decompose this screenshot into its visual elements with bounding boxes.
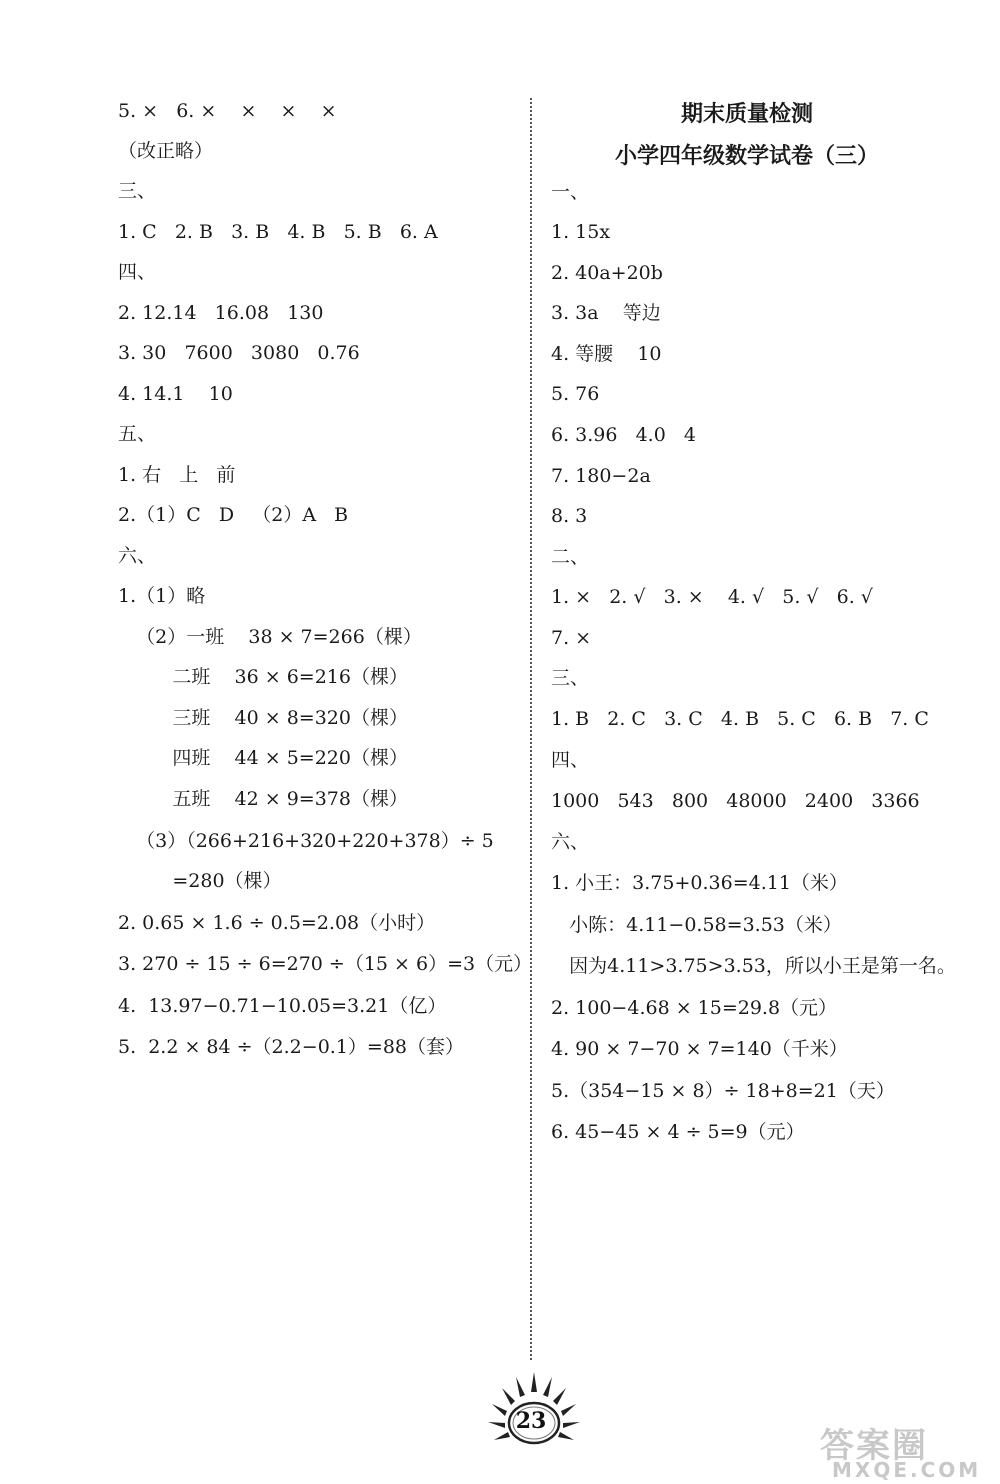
answer-line: 3. 270 ÷ 15 ÷ 6=270 ÷（15 × 6）=3（元） (118, 953, 533, 975)
page-title: 期末质量检测 (680, 102, 813, 127)
answer-line: 5. 76 (551, 383, 600, 405)
column-divider (530, 98, 532, 1360)
answer-line: 4. 等腰 10 (551, 343, 662, 365)
answer-line: 6. 3.96 4.0 4 (551, 424, 697, 446)
answer-line: 四班 44 × 5=220（棵） (118, 747, 408, 769)
section-heading: 五、 (118, 423, 157, 445)
answer-line: 5.（354−15 × 8）÷ 18+8=21（天） (551, 1080, 895, 1102)
watermark-logo (820, 1418, 992, 1480)
section-heading: 二、 (551, 546, 590, 568)
answer-line: =280（棵） (118, 870, 282, 892)
answer-line: 5. × 6. × × × × (118, 100, 337, 122)
answer-line: 2. 12.14 16.08 130 (118, 302, 324, 324)
answer-line: 二班 36 × 6=216（棵） (118, 666, 408, 688)
answer-line: 1000 543 800 48000 2400 3366 (551, 790, 920, 812)
answer-line: 因为4.11>3.75>3.53，所以小王是第一名。 (551, 955, 956, 977)
section-heading: 六、 (118, 545, 157, 567)
answer-line: （改正略） (118, 140, 214, 162)
answer-line: 8. 3 (551, 505, 588, 527)
answer-line: （3）（266+216+320+220+378）÷ 5 (118, 830, 494, 852)
answer-line: 2. 100−4.68 × 15=29.8（元） (551, 997, 838, 1019)
answer-line: 1. 右 上 前 (118, 464, 236, 486)
watermark-url: MXQE.COM (832, 1458, 982, 1482)
answer-line: （2）一班 38 × 7=266（棵） (118, 626, 422, 648)
answer-line: 7. 180−2a (551, 465, 651, 487)
section-heading: 三、 (118, 180, 157, 202)
section-heading: 六、 (551, 831, 590, 853)
answer-line: 三班 40 × 8=320（棵） (118, 707, 408, 729)
answer-line: 4. 14.1 10 (118, 383, 233, 405)
answer-line: 3. 3a 等边 (551, 302, 661, 324)
answer-line: 2. 40a+20b (551, 262, 663, 284)
answer-line: 1. 15x (551, 221, 611, 243)
answer-line: 5. 2.2 × 84 ÷（2.2−0.1）=88（套） (118, 1036, 465, 1058)
section-heading: 四、 (551, 749, 590, 771)
answer-line: 7. × (551, 627, 592, 649)
section-heading: 四、 (118, 261, 157, 283)
answer-line: 1. C 2. B 3. B 4. B 5. B 6. A (118, 221, 438, 243)
answer-line: 小陈：4.11−0.58=3.53（米） (551, 914, 842, 936)
page-number: 23 (515, 1408, 547, 1434)
answer-line: 1. 小王：3.75+0.36=4.11（米） (551, 872, 848, 894)
answer-line: 1.（1）略 (118, 585, 206, 607)
answer-line: 1. B 2. C 3. C 4. B 5. C 6. B 7. C (551, 708, 929, 730)
answer-line: 五班 42 × 9=378（棵） (118, 788, 408, 810)
page-subtitle: 小学四年级数学试卷（三） (614, 144, 879, 169)
answer-line: 1. × 2. √ 3. × 4. √ 5. √ 6. √ (551, 586, 873, 608)
answer-line: 4. 90 × 7−70 × 7=140（千米） (551, 1038, 848, 1060)
watermark-text: 答案圈 (820, 1426, 928, 1466)
answer-line: 2. 0.65 × 1.6 ÷ 0.5=2.08（小时） (118, 912, 436, 934)
answer-line: 2.（1）C D （2）A B (118, 504, 349, 526)
answer-line: 4. 13.97−0.71−10.05=3.21（亿） (118, 995, 447, 1017)
answer-line: 3. 30 7600 3080 0.76 (118, 342, 360, 364)
answer-line: 6. 45−45 × 4 ÷ 5=9（元） (551, 1121, 805, 1143)
section-heading: 一、 (551, 181, 590, 203)
section-heading: 三、 (551, 667, 590, 689)
